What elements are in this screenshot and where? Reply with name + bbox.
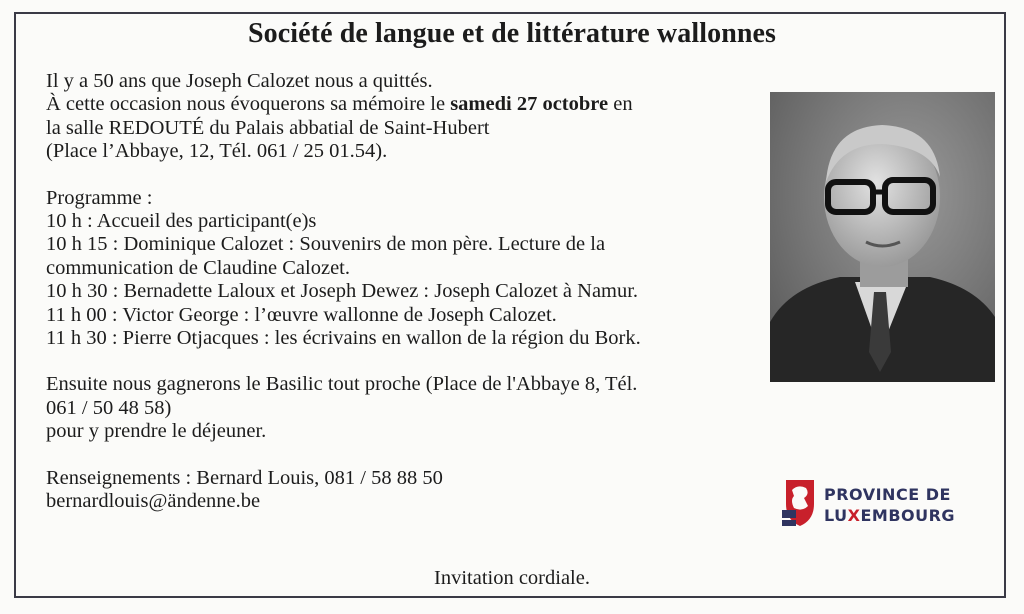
contact-line: Renseignements : Bernard Louis, 081 / 58 88 50 xyxy=(46,466,443,489)
programme-item: 11 h 30 : Pierre Otjacques : les écrivains en wallon de la région du Bork. xyxy=(46,327,641,350)
intro-line-1: Il y a 50 ans que Joseph Calozet nous a quittés. xyxy=(46,70,433,92)
invitation-body xyxy=(46,70,766,514)
programme-item: 10 h 15 : Dominique Calozet : Souvenirs de mon père. Lecture de la xyxy=(46,233,606,256)
intro-line-3: la salle REDOUTÉ du Palais abbatial de Saint-Hubert xyxy=(46,116,490,139)
intro-line-4: (Place l’Abbaye, 12, Tél. 061 / 25 01.54). xyxy=(46,140,388,163)
programme-item: communication de Claudine Calozet. xyxy=(46,256,350,279)
programme-item: 11 h 00 : Victor George : l’œuvre wallonne de Joseph Calozet. xyxy=(46,303,557,326)
lunch-line-2: 061 / 50 48 58) xyxy=(46,396,172,419)
page-title: Société de langue et de littérature wallonnes xyxy=(247,18,777,49)
lunch-line-3: pour y prendre le déjeuner. xyxy=(46,420,267,443)
programme-heading: Programme : xyxy=(46,186,153,209)
intro-line-2: À cette occasion nous évoquerons sa mémoire le samedi 27 octobre en xyxy=(46,93,633,116)
lunch-line-1: Ensuite nous gagnerons le Basilic tout proche (Place de l'Abbaye 8, Tél. xyxy=(46,373,638,396)
lion-emblem-icon xyxy=(780,474,820,528)
programme-item: 10 h : Accueil des participant(e)s xyxy=(46,210,317,233)
contact-email: bernardlouis@ändenne.be xyxy=(46,490,261,513)
event-date: samedi 27 octobre xyxy=(450,93,609,116)
closing-text: Invitation cordiale. xyxy=(434,567,590,589)
programme-item: 10 h 30 : Bernadette Laloux et Joseph Dewez : Joseph Calozet à Namur. xyxy=(46,280,639,303)
province-luxembourg-logo xyxy=(780,474,956,532)
portrait-photo xyxy=(770,92,995,382)
logo-text: PROVINCE DE LUXEMBOURG xyxy=(824,485,956,525)
